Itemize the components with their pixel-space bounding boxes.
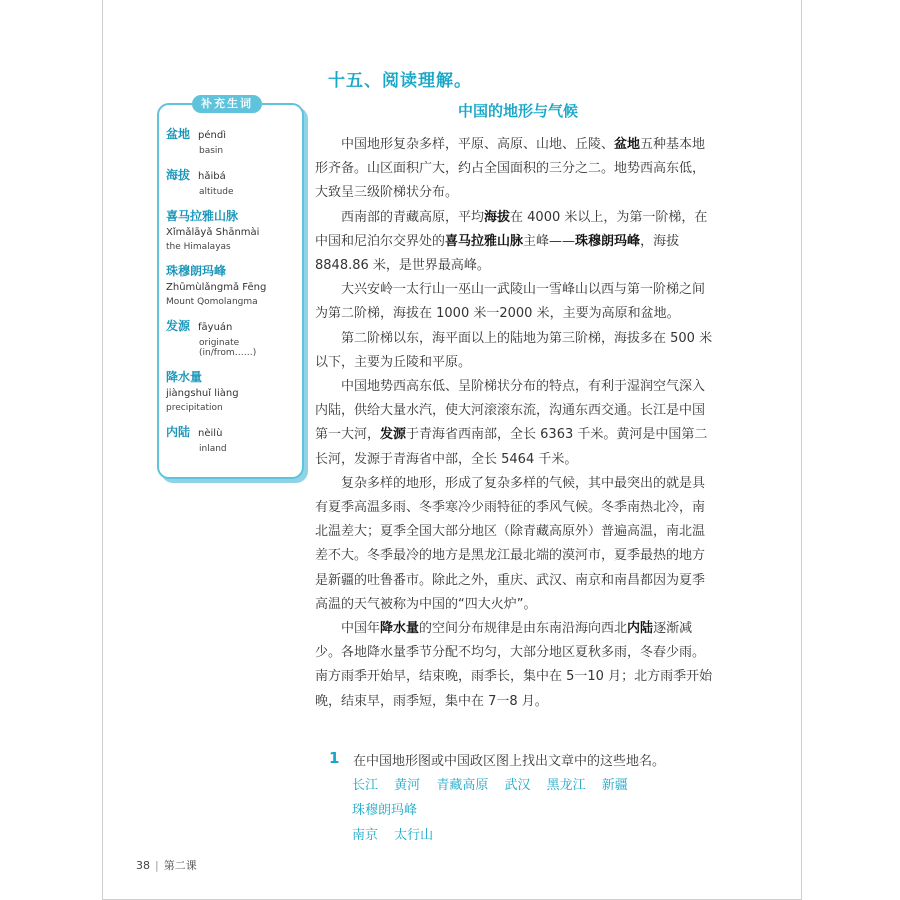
- vocab-word: 降水量: [166, 370, 203, 384]
- vocab-word: 喜马拉雅山脉: [166, 209, 239, 223]
- lesson-label: 第二课: [163, 859, 197, 872]
- paragraph: 中国地形复杂多样，平原、高原、山地、丘陵、盆地五种基本地形齐备。山区面积广大，约占全国面积的三分之二。地势西高东低，大致呈三级阶梯状分布。: [315, 137, 706, 201]
- vocab-entry: [166, 423, 296, 454]
- section-title: 十五、阅读理解。: [328, 71, 472, 91]
- vocab-entry: [166, 317, 296, 358]
- vocab-list: [166, 125, 296, 464]
- vocab-pinyin: hǎibá: [198, 171, 226, 182]
- vocab-pinyin: péndì: [198, 130, 226, 141]
- exercise-question: 在中国地形图或中国政区图上找出文章中的这些地名。: [353, 754, 666, 769]
- vocab-word: 盆地: [166, 127, 191, 141]
- page-number: 38: [136, 859, 150, 872]
- place-name: 黑龙江: [546, 778, 586, 793]
- vocab-word: 发源: [166, 319, 191, 333]
- vocab-highlight: 降水量: [380, 621, 420, 637]
- paragraph: 复杂多样的地形，形成了复杂多样的气候，其中最突出的就是具有夏季高温多雨、冬季寒冷少雨特征的季风气候。冬季南热北冷，南北温差大；夏季全国大部分地区（除青藏高原外）普遍高温，南北温差不大。冬季最冷的地方是黑龙江最北端的漠河市，夏季最热的地方是新疆的吐鲁番市。除此之外，重庆、武汉、南京和南昌都因为夏季高温的天气被称为中国的“四大火炉”。: [315, 475, 706, 612]
- vocab-highlight: 盆地: [614, 137, 641, 152]
- vocab-english: originate (in/from……): [199, 338, 257, 358]
- paragraph: 西南部的青藏高原，平均海拔在 4000 米以上，为第一阶梯，在中国和尼泊尔交界处的喜马拉雅山脉主峰——珠穆朗玛峰，海拔 8848.86 米，是世界最高峰。: [315, 209, 708, 274]
- paragraph: 中国地势西高东低、呈阶梯状分布的特点，有利于湿润空气深入内陆，供给大量水汽，使大河滚滚东流，沟通东西交通。长江是中国第一大河，发源于青海省西南部，全长 6363 千米。黄河是中国第二长河，发源于青海省中部，全长 5464 千米。: [315, 379, 708, 467]
- vocab-highlight: 海拔: [484, 209, 511, 225]
- vocab-pinyin: Zhūmùlǎngmǎ Fēng: [166, 282, 267, 293]
- place-name: 太行山: [394, 828, 434, 843]
- article-body: [315, 133, 715, 714]
- vocab-entry: [166, 262, 296, 307]
- vocab-pinyin: fāyuán: [198, 322, 233, 333]
- place-name: 珠穆朗玛峰: [352, 803, 418, 818]
- vocab-highlight: 珠穆朗玛峰: [575, 233, 641, 249]
- vocab-highlight: 内陆: [627, 621, 654, 637]
- vocab-pinyin: nèilù: [198, 428, 223, 439]
- article-title: 中国的地形与气候: [457, 102, 578, 120]
- vocab-highlight: 发源: [380, 427, 407, 443]
- place-name: 青藏高原: [436, 778, 489, 793]
- vocab-highlight: 喜马拉雅山脉: [445, 233, 524, 249]
- page-footer: 38 | 第二课: [136, 859, 197, 872]
- vocab-word: 内陆: [166, 425, 191, 439]
- vocab-entry: [166, 207, 296, 252]
- vocab-english: inland: [199, 444, 227, 454]
- paragraph: 大兴安岭一太行山一巫山一武陵山一雪峰山以西与第一阶梯之间为第二阶梯，海拔在 1000 米一2000 米，主要为高原和盆地。: [315, 282, 706, 322]
- vocab-word: 海拔: [166, 168, 191, 182]
- vocab-pinyin: jiàngshuǐ liàng: [166, 388, 239, 399]
- vocab-english: altitude: [199, 187, 234, 197]
- place-name: 新疆: [601, 778, 628, 793]
- vocab-word: 珠穆朗玛峰: [166, 264, 227, 278]
- exercise-number: 1: [329, 749, 340, 767]
- place-name: 长江: [352, 778, 379, 793]
- vocab-english: the Himalayas: [166, 242, 231, 252]
- place-name: 武汉: [504, 778, 531, 793]
- place-name: 南京: [352, 828, 379, 843]
- vocab-header: 补充生词: [192, 95, 262, 113]
- vocab-english: basin: [199, 146, 224, 156]
- vocab-entry: [166, 368, 296, 413]
- vocab-entry: [166, 125, 296, 156]
- vocab-pinyin: Xǐmǎlāyǎ Shānmài: [166, 227, 260, 238]
- paragraph: 中国年降水量的空间分布规律是由东南沿海向西北内陆逐渐减少。各地降水量季节分配不均匀，大部分地区夏秋多雨，冬春少雨。南方雨季开始早，结束晚，雨季长，集中在 5一10 月；北方雨季开始晚，结束早，雨季短，集中在 7一8 月。: [315, 621, 713, 709]
- vocab-english: precipitation: [166, 403, 223, 413]
- vocab-english: Mount Qomolangma: [166, 297, 258, 307]
- paragraph: 第二阶梯以东，海平面以上的陆地为第三阶梯，海拔多在 500 米以下，主要为丘陵和平原。: [315, 330, 713, 370]
- vocab-entry: [166, 166, 296, 197]
- place-name: 黄河: [394, 778, 421, 793]
- exercise-places: [352, 773, 712, 848]
